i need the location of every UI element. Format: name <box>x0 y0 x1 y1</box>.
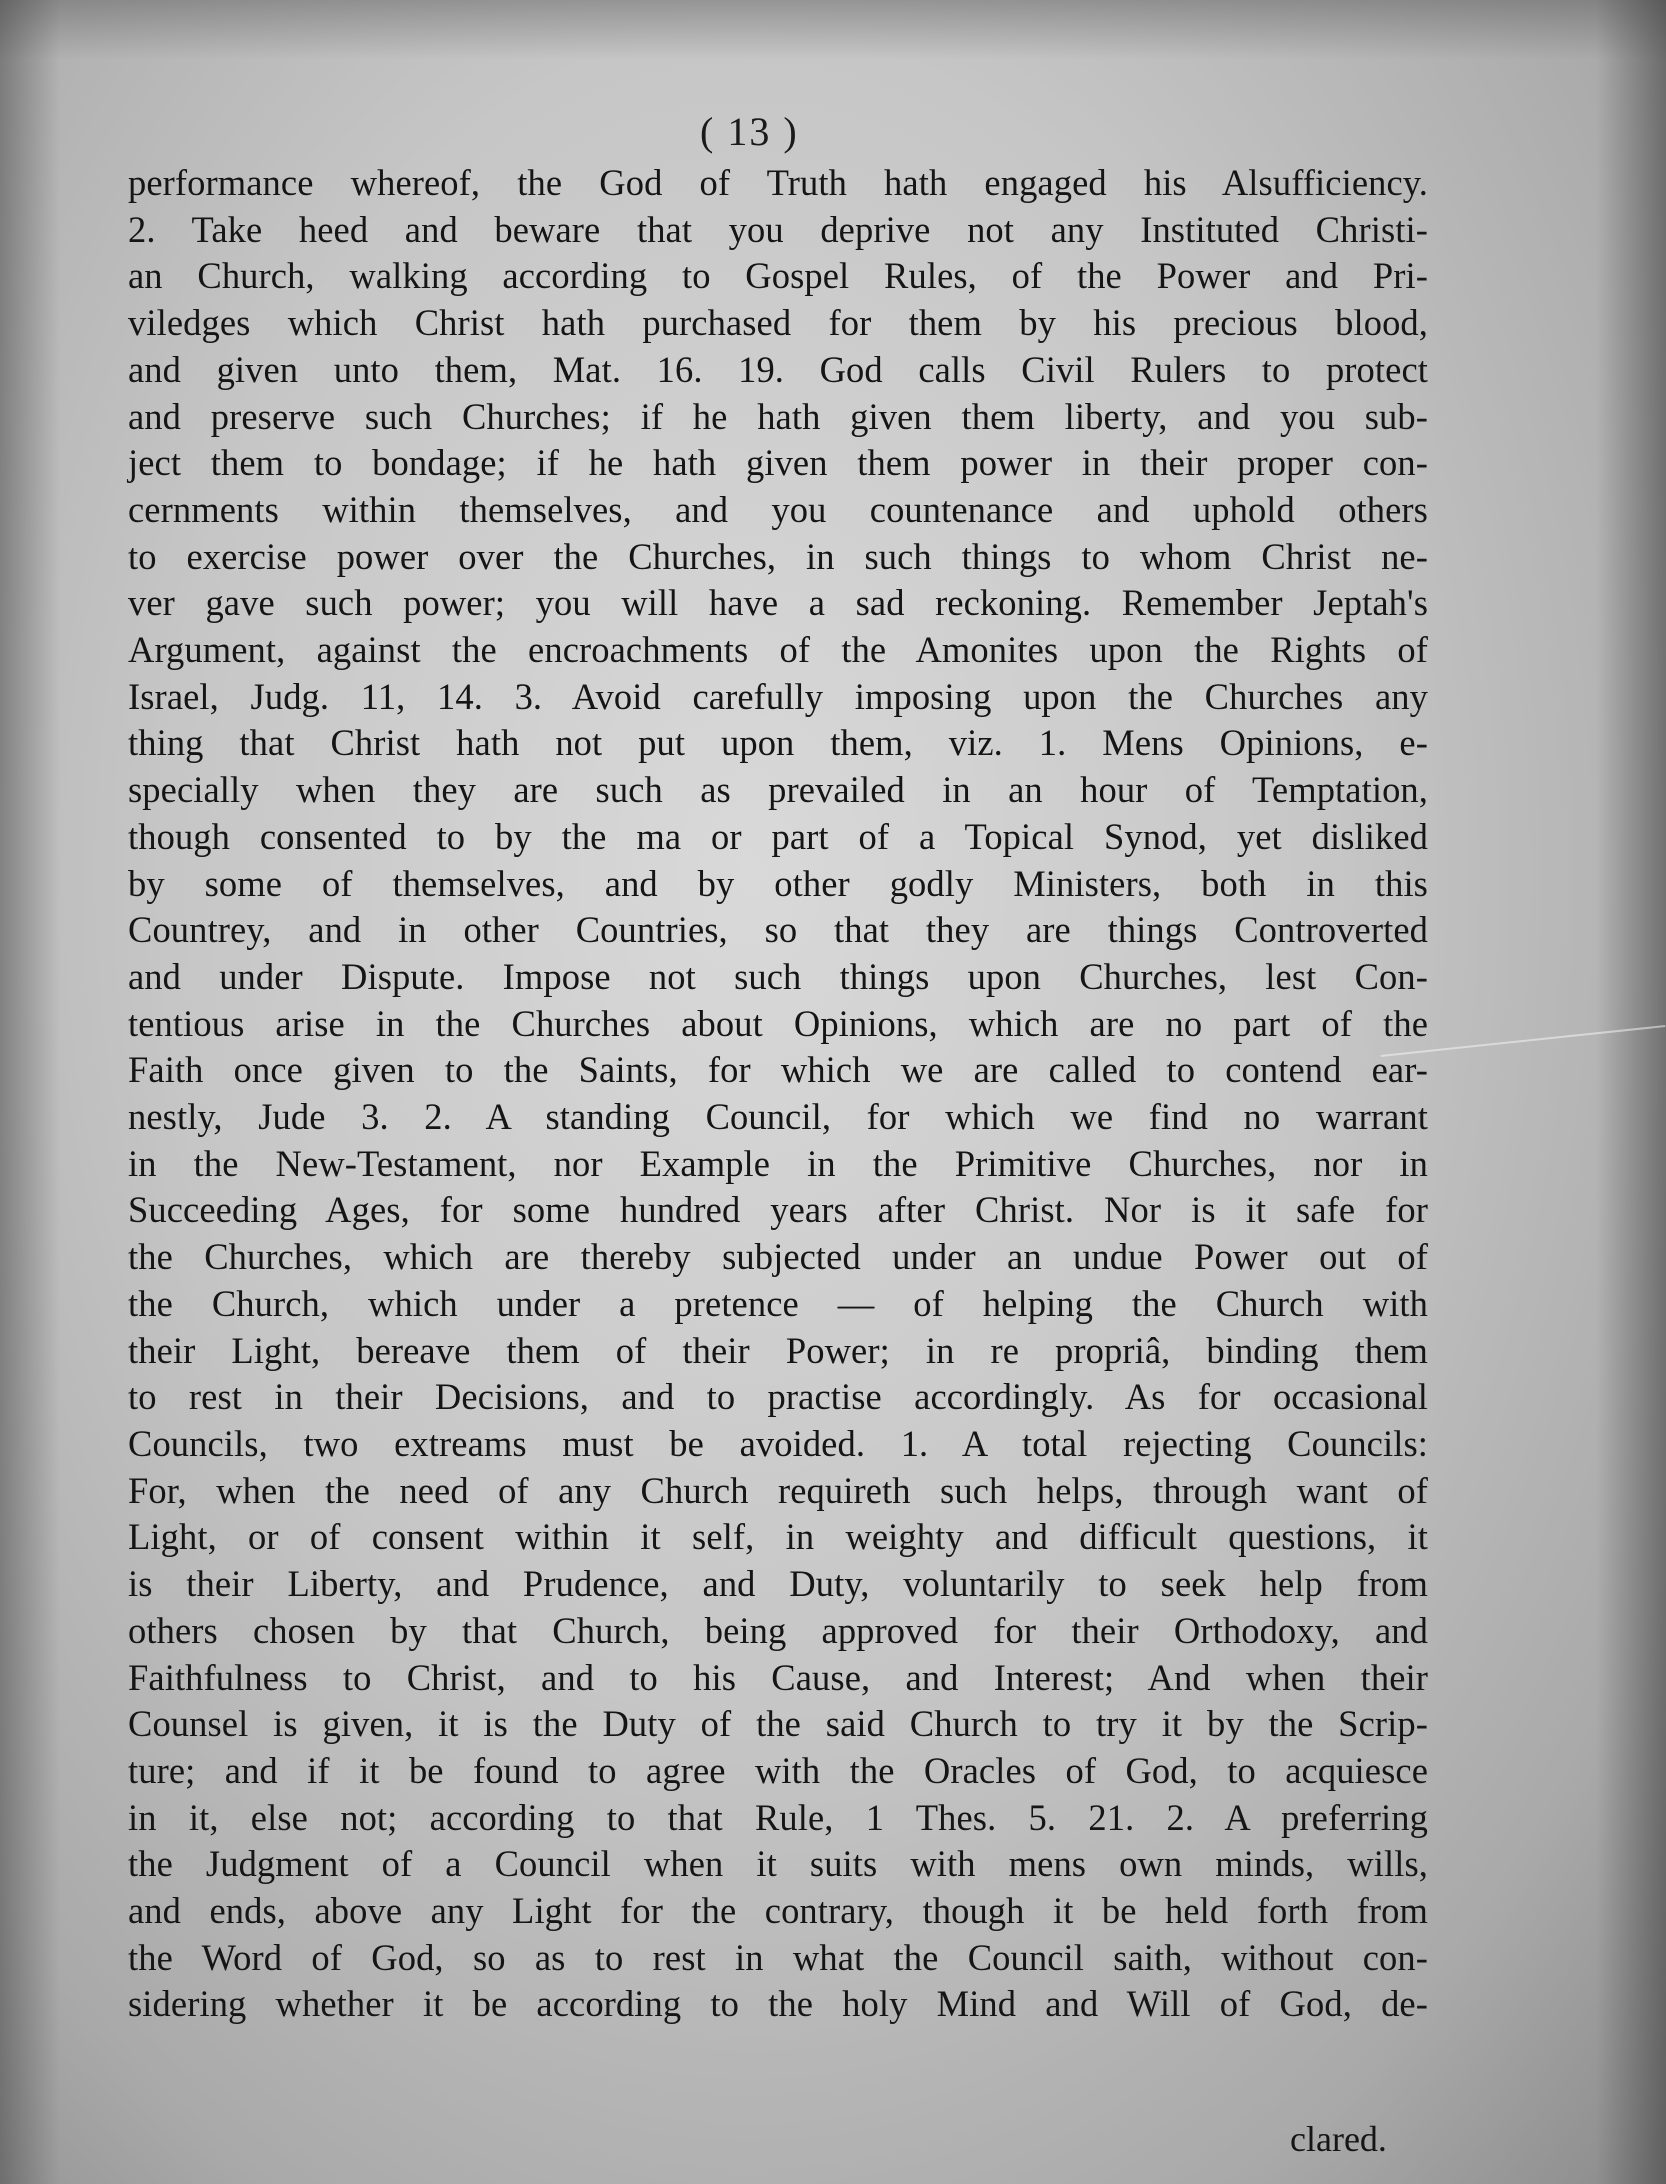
text-line: is their Liberty, and Prudence, and Duty, voluntarily to seek help from <box>128 1563 1428 1605</box>
text-line: performance whereof, the God of Truth hath engaged his Alsufficiency. <box>128 162 1428 203</box>
text-line: the Churches, which are thereby subjected under an undue Power out of <box>128 1236 1428 1278</box>
page-shadow-right <box>1596 0 1666 2184</box>
text-line: Israel, Judg. 11, 14. 3. Avoid carefully imposing upon the Churches any <box>128 675 1428 717</box>
text-line: by some of themselves, and by other godly Ministers, both in this <box>128 862 1428 904</box>
text-line: ver gave such power; you will have a sad reckoning. Remember Jeptah's <box>128 582 1428 624</box>
text-line: and preserve such Churches; if he hath given them liberty, and you sub- <box>128 395 1428 437</box>
text-line: nestly, Jude 3. 2. A standing Council, for which we find no warrant <box>128 1096 1428 1138</box>
text-line: Councils, two extreams must be avoided. 1. A total rejecting Councils: <box>128 1422 1428 1464</box>
text-line: ject them to bondage; if he hath given them power in their proper con- <box>128 442 1428 484</box>
text-line: to rest in their Decisions, and to practise accordingly. As for occasional <box>128 1376 1428 1418</box>
text-line: thing that Christ hath not put upon them, viz. 1. Mens Opinions, e- <box>128 722 1428 764</box>
text-line: in it, else not; according to that Rule, 1 Thes. 5. 21. 2. A preferring <box>128 1796 1428 1838</box>
text-line: the Word of God, so as to rest in what the Council saith, without con- <box>128 1936 1428 1978</box>
page-shadow-top <box>0 0 1666 60</box>
text-line: Faithfulness to Christ, and to his Cause, and Interest; And when their <box>128 1656 1428 1698</box>
text-line: viledges which Christ hath purchased for them by his precious blood, <box>128 302 1428 344</box>
text-line: Light, or of consent within it self, in weighty and difficult questions, it <box>128 1516 1428 1558</box>
text-line: to exercise power over the Churches, in such things to whom Christ ne- <box>128 535 1428 577</box>
text-line: and given unto them, Mat. 16. 19. God calls Civil Rulers to protect <box>128 348 1428 390</box>
text-line: Counsel is given, it is the Duty of the said Church to try it by the Scrip- <box>128 1703 1428 1745</box>
page-shadow-left <box>0 0 60 2184</box>
text-line: cernments within themselves, and you countenance and uphold others <box>128 488 1428 530</box>
text-line: Argument, against the encroachments of the Amonites upon the Rights of <box>128 629 1428 671</box>
text-line: Faith once given to the Saints, for which we are called to contend ear- <box>128 1049 1428 1091</box>
text-line: ture; and if it be found to agree with the Oracles of God, to acquiesce <box>128 1749 1428 1791</box>
text-line: sidering whether it be according to the holy Mind and Will of God, de- <box>128 1983 1428 2025</box>
text-line: and under Dispute. Impose not such things upon Churches, lest Con- <box>128 955 1428 997</box>
text-line: and ends, above any Light for the contrary, though it be held forth from <box>128 1890 1428 1932</box>
text-line: For, when the need of any Church requireth such helps, through want of <box>128 1469 1428 1511</box>
text-line: their Light, bereave them of their Power; in re propriâ, binding them <box>128 1329 1428 1371</box>
text-line: though consented to by the ma or part of a Topical Synod, yet disliked <box>128 815 1428 857</box>
text-line: the Judgment of a Council when it suits with mens own minds, wills, <box>128 1843 1428 1885</box>
text-line: specially when they are such as prevailed in an hour of Temptation, <box>128 769 1428 811</box>
page-number: ( 13 ) <box>700 109 799 154</box>
text-line: in the New-Testament, nor Example in the Primitive Churches, nor in <box>128 1142 1428 1184</box>
text-line: others chosen by that Church, being approved for their Orthodoxy, and <box>128 1609 1428 1651</box>
text-line: tentious arise in the Churches about Opinions, which are no part of the <box>128 1002 1428 1044</box>
text-line: the Church, which under a pretence — of helping the Church with <box>128 1282 1428 1324</box>
catchword: clared. <box>1290 2119 1387 2159</box>
text-line: Countrey, and in other Countries, so that they are things Controverted <box>128 909 1428 951</box>
text-line: an Church, walking according to Gospel Rules, of the Power and Pri- <box>128 255 1428 297</box>
body-text <box>128 160 1428 2028</box>
text-line: Succeeding Ages, for some hundred years after Christ. Nor is it safe for <box>128 1189 1428 1231</box>
text-line: 2. Take heed and beware that you deprive not any Instituted Christi- <box>128 208 1428 250</box>
